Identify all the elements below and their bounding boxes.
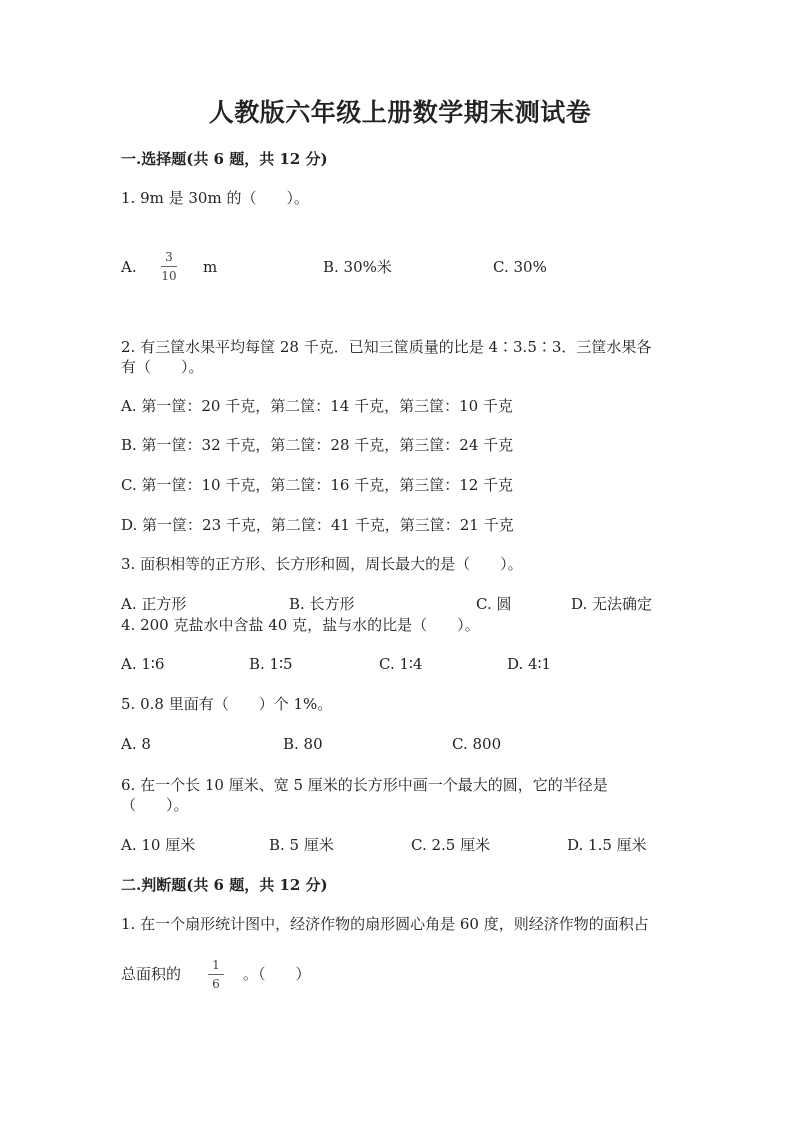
question-1-stem: 1. 9m 是 30m 的（ ）。 [121,189,309,207]
question-4-option-d: D. 4∶1 [507,655,552,673]
question-3-option-c: C. 圆 [476,595,512,613]
question-3-option-a: A. 正方形 [121,595,187,613]
fraction-denominator: 10 [161,269,177,283]
question-5-option-c: C. 800 [452,735,502,753]
question-1-option-a-prefix: A. [121,258,137,276]
question-6-option-d: D. 1.5 厘米 [567,836,647,854]
page-title: 人教版六年级上册数学期末测试卷 [208,98,592,127]
question-2-stem-line2: 有（ ）。 [121,358,204,376]
fraction-numerator: 1 [212,958,220,972]
judgement-1-stem-suffix: 。（ ） [243,965,311,983]
question-5-option-b: B. 80 [283,735,323,753]
question-1-option-a-unit: m [203,258,218,276]
question-2-option-a: A. 第一筐：20 千克，第二筐：14 千克，第三筐：10 千克 [121,397,513,415]
question-6-stem-line2: （ ）。 [121,796,189,814]
question-1-option-a-fraction [161,251,177,282]
question-4-option-a: A. 1∶6 [121,655,165,673]
question-6-option-c: C. 2.5 厘米 [411,836,491,854]
question-4-stem: 4. 200 克盐水中含盐 40 克，盐与水的比是（ ）。 [121,616,480,634]
question-3-option-d: D. 无法确定 [571,595,653,613]
question-2-option-c: C. 第一筐：10 千克，第二筐：16 千克，第三筐：12 千克 [121,476,514,494]
question-2-option-d: D. 第一筐：23 千克，第二筐：41 千克，第三筐：21 千克 [121,516,514,534]
fraction-bar [161,266,177,267]
section-heading-judgement: 二.判断题(共 6 题，共 12 分) [121,876,328,894]
question-6-option-a: A. 10 厘米 [121,836,196,854]
question-3-option-b: B. 长方形 [289,595,355,613]
section-heading-choice: 一.选择题(共 6 题，共 12 分) [121,150,328,168]
judgement-1-stem-line1: 1. 在一个扇形统计图中，经济作物的扇形圆心角是 60 度，则经济作物的面积占 [121,915,649,933]
question-5-stem: 5. 0.8 里面有（ ）个 1%。 [121,695,333,713]
fraction-numerator: 3 [165,250,173,264]
question-5-option-a: A. 8 [121,735,151,753]
question-2-option-b: B. 第一筐：32 千克，第二筐：28 千克，第三筐：24 千克 [121,436,514,454]
fraction-bar [208,974,224,975]
question-4-option-c: C. 1∶4 [379,655,423,673]
fraction-denominator: 6 [212,977,220,991]
judgement-1-fraction [208,959,224,990]
question-6-stem-line1: 6. 在一个长 10 厘米、宽 5 厘米的长方形中画一个最大的圆，它的半径是 [121,776,608,794]
judgement-1-stem-prefix: 总面积的 [121,965,182,983]
question-6-option-b: B. 5 厘米 [269,836,334,854]
question-1-option-b: B. 30%米 [323,258,392,276]
question-2-stem-line1: 2. 有三筐水果平均每筐 28 千克．已知三筐质量的比是 4∶3.5∶3．三筐水果各 [121,338,652,356]
question-3-stem: 3. 面积相等的正方形、长方形和圆，周长最大的是（ ）。 [121,555,523,573]
question-1-option-c: C. 30% [493,258,547,276]
question-4-option-b: B. 1∶5 [249,655,293,673]
